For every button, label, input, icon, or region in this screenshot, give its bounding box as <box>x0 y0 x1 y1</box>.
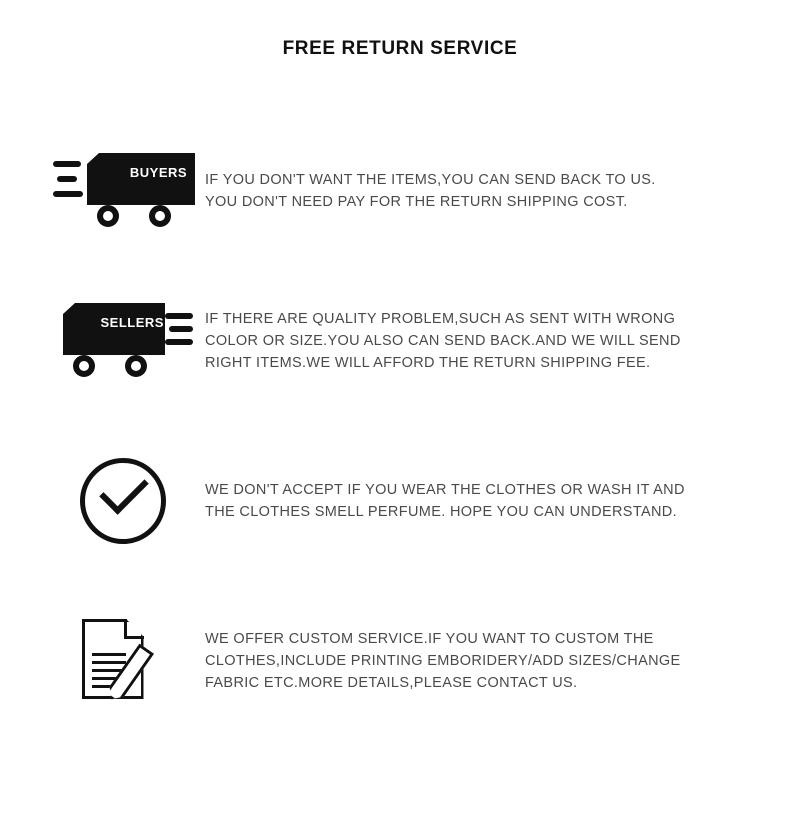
policy-row-no-worn-items <box>0 426 800 576</box>
policy-text-custom-service <box>205 628 770 694</box>
page-title: FREE RETURN SERVICE <box>282 38 518 59</box>
icon-cell-buyers <box>40 145 205 237</box>
speed-line <box>165 339 193 345</box>
policy-line: FABRIC ETC.MORE DETAILS,PLEASE CONTACT US. <box>205 675 578 691</box>
icon-cell-sellers <box>40 295 205 387</box>
policy-line: CLOTHES,INCLUDE PRINTING EMBORIDERY/ADD SIZES/CHANGE <box>205 653 681 669</box>
policy-line: YOU DON'T NEED PAY FOR THE RETURN SHIPPING COST. <box>205 194 628 210</box>
policy-line: WE OFFER CUSTOM SERVICE.IF YOU WANT TO CUSTOM THE <box>205 631 654 647</box>
truck-label-buyers: BUYERS <box>129 165 188 180</box>
policy-text-no-worn-items <box>205 479 770 523</box>
truck-wheel <box>125 355 147 377</box>
truck-wheel <box>97 205 119 227</box>
speed-line <box>57 176 77 182</box>
policy-text-sellers <box>205 308 770 374</box>
check-mark <box>99 465 148 514</box>
document-text-line <box>92 661 126 664</box>
truck-wheel <box>73 355 95 377</box>
truck-buyers-icon <box>53 145 193 237</box>
policy-line: THE CLOTHES SMELL PERFUME. HOPE YOU CAN UNDERSTAND. <box>205 504 677 520</box>
speed-line <box>165 313 193 319</box>
document-text-line <box>92 677 118 680</box>
policy-row-sellers <box>0 266 800 416</box>
speed-line <box>169 326 193 332</box>
policy-line: COLOR OR SIZE.YOU ALSO CAN SEND BACK.AND WE WILL SEND <box>205 333 681 349</box>
check-circle-icon <box>80 458 166 544</box>
policy-line: IF YOU DON'T WANT THE ITEMS,YOU CAN SEND BACK TO US. <box>205 172 656 188</box>
truck-wheel <box>149 205 171 227</box>
icon-cell-check <box>40 458 205 544</box>
document-text-line <box>92 653 126 656</box>
document-text-line <box>92 685 112 688</box>
icon-cell-document <box>40 615 205 707</box>
document-pencil-icon <box>80 615 166 707</box>
truck-label-sellers: SELLERS <box>100 315 164 330</box>
policy-line: IF THERE ARE QUALITY PROBLEM,SUCH AS SENT WITH WRONG <box>205 311 676 327</box>
document-text-line <box>92 669 122 672</box>
policy-row-buyers <box>0 116 800 266</box>
speed-line <box>53 191 83 197</box>
truck-sellers-icon <box>53 295 193 387</box>
policy-row-custom-service <box>0 586 800 736</box>
policy-line: WE DON'T ACCEPT IF YOU WEAR THE CLOTHES OR WASH IT AND <box>205 482 685 498</box>
document-fold <box>124 619 144 639</box>
speed-line <box>53 161 81 167</box>
policy-line: RIGHT ITEMS.WE WILL AFFORD THE RETURN SHIPPING FEE. <box>205 355 651 371</box>
policy-sections <box>0 116 800 736</box>
policy-text-buyers <box>205 169 770 213</box>
